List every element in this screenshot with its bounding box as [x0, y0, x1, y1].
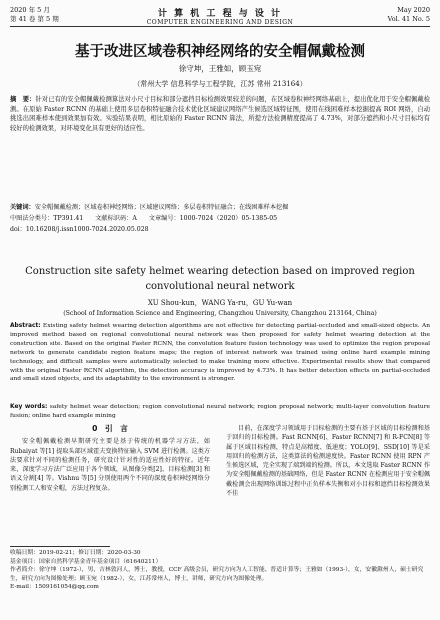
- doi-line: [10, 226, 430, 235]
- journal-name-en: COMPUTER ENGINEERING AND DESIGN: [146, 19, 294, 26]
- header-volume-en: Vol. 41 No. 5: [387, 15, 430, 23]
- footnote-funding: 基金项目：国家自然科学基金青年基金项目（61640211）: [10, 558, 162, 565]
- clc-number: 中图法分类号：TP391.41: [10, 215, 84, 222]
- english-affiliation: (School of Information Science and Engineering, Changzhou University, Changzhou 213164, China): [63, 310, 377, 317]
- document-code: 文献标识码：A: [95, 215, 137, 222]
- doi-text: doi：10.16208/j.issn1000-7024.2020.05.028: [10, 226, 149, 233]
- en-abstract-text: Existing safety helmet wearing detection algorithms are not effective for detecting partial-occluded and small-sized objects. An improved method based on regional convolutional neural network was then proposed for safety helmet wearing detection at the construction site. Based on the original Faster RCNN, the convolution feature fusion technology was used to optimize the region proposal network to generate candidate region feature maps; the region of interest network was trained using online hard example mining technology, and difficult samples were automatically selected to make training more effective. Experimental results show that compared with the original Faster RCNN algorithm, the detection accuracy is improved by 4.73%. It has better detection effects on partial-occluded and small sized objects, and its adaptability to the environment is stronger.: [10, 323, 431, 383]
- abstract-label: 摘 要：: [10, 96, 36, 103]
- intro-paragraph-2: 目前，在深度学习领域用于目标检测的主要有基于区域的目标检测和基于回归的目标检测。Fast RCNN[6]、Faster RCNN[7] 和 R-FCN[8] 等属于区域目标检测，特点是高精度、低速度；YOLO[9]、SSD[10] 等是采用回归的检测方法，这类算法的检测速度快。Faster RCNN 使用 RPN 产生候选区域，完全实现了端到端的检测。所以，本文选取 Faster RCNN 作为安全帽佩戴检测的基础网络，但是 Faster RCNN 在检测应用于安全帽佩戴检测会出现网络训练过程中正负样本失衡和对小目标和遮挡目标检测效果不佳: [226, 425, 430, 498]
- body-column-right: [226, 424, 430, 498]
- journal-name-zh: 计 算 机 工 程 与 设 计: [158, 9, 282, 19]
- header-date-en: May 2020: [397, 6, 430, 14]
- paper-title: 基于改进区域卷积神经网络的安全帽佩戴检测: [75, 44, 365, 60]
- header-journal: [10, 6, 430, 26]
- english-authors: XU Shou-kun，WANG Ya-ru，GU Yu-wan: [147, 299, 293, 307]
- footnote-rule: [10, 546, 110, 547]
- footnote-email: E-mail：1509161054@qq.com: [10, 584, 99, 591]
- intro-paragraph-1: 安全帽佩戴检测早期研究主要是基于传统的机器学习方法，如 Rubaiyat 等[1] 提取头部区域霍夫变换特征输入 SVM 进行检测。这类方法要求针对不同的检测任务，研究设计针对性的适应性好的特征。近年来，深度学习方法广泛应用于各个领域，从图像分类[2]、目标检测[3] 和语义分割[4] 等。Vishnu 等[5] 分别使用两个不同的深度卷积神经网络分别检测工人和安全帽，方法过程复杂。: [10, 438, 210, 492]
- en-keywords-label: Key words:: [10, 404, 48, 410]
- en-abstract-label: Abstract:: [10, 323, 41, 329]
- header-volume-zh: 第 41 卷 第 5 期: [10, 15, 59, 23]
- abstract-text: 针对已有的安全帽佩戴检测算法对小尺寸目标和部分遮挡目标检测效果较差的问题，在区域卷积神经网络基础上，提出优化用于安全帽佩戴检测。在原始 Faster RCNN 的基础上使用多层卷积特征融合技术优化区域建议网络产生候选区域特征图，使用在线困难样本挖掘提高 ROI 网络，自动挑选出困难样本使到效果加有效。实验结果表明，相比原始的 Faster RCNN 算法，所提方法检测精度提高了 4.73%，对部分遮挡和小尺寸目标均有较好的检测效果，对环境变化具有更好的适应性。: [10, 96, 431, 132]
- article-number: 文章编号：1000-7024（2020）05-1385-05: [148, 215, 278, 222]
- running-header: [10, 6, 430, 34]
- footnote-received: 收稿日期：2019-02-21；修订日期：2020-03-30: [10, 550, 141, 556]
- abstract-en: [10, 322, 430, 384]
- footnote-authors-bio: 作者简介：徐守坤（1972-），男，吉林敦河人，博士，教授，CCF 高级会员，研究方向为人工智能、普适计算等；王雅如（1993-），女，安徽滁州人，硕士研究生，研究方向为图像处理；顾玉宛（1982-），女，江苏常州人，博士，讲师，研究方向为图像处理。: [10, 567, 424, 582]
- abstract-zh: [10, 95, 430, 133]
- header-rule: [10, 26, 430, 27]
- classification-line: [10, 215, 430, 224]
- footnotes: [10, 549, 430, 592]
- en-keywords-text: safety helmet wear detection; region convolutional neural network; region proposal network; multi-layer convolution feature fusion; online hard example mining: [10, 404, 430, 419]
- keywords-zh: [10, 204, 430, 213]
- keywords-en: [10, 403, 430, 420]
- keywords-text: 安全帽佩戴检测；区域卷积神经网络；区域建议网络；多层卷积特征融合；在线困难样本挖掘: [34, 204, 289, 211]
- section-heading-intro: 0 引 言: [92, 424, 128, 433]
- header-issue-right: [388, 6, 430, 24]
- paper-authors: 徐守坤，王雅如，顾玉宛: [178, 64, 262, 73]
- paper-affiliation: （常州大学 信息科学与工程学院，江苏 常州 213164）: [133, 80, 307, 88]
- keywords-label: 关键词：: [10, 204, 35, 211]
- body-column-left: [10, 424, 210, 493]
- header-date-zh: 2020 年 5 月: [10, 6, 50, 14]
- english-title: Construction site safety helmet wearing detection based on improved region convolutional neural network: [25, 266, 415, 292]
